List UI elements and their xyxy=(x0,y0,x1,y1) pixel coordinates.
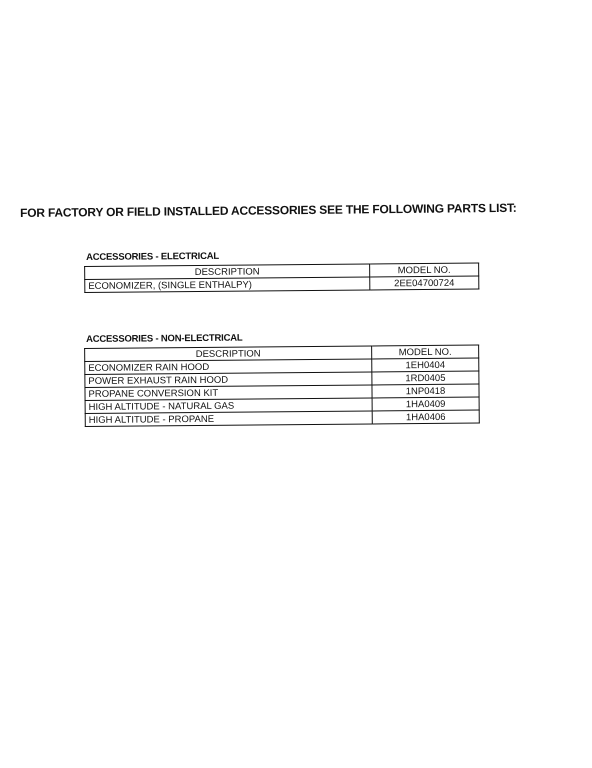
part-description: POWER EXHAUST RAIN HOOD xyxy=(85,372,372,388)
part-model-number: 2EE04700724 xyxy=(370,276,479,290)
electrical-parts-table xyxy=(84,263,479,293)
description-column-header: DESCRIPTION xyxy=(85,346,372,362)
part-description: ECONOMIZER, (SINGLE ENTHALPY) xyxy=(85,277,370,292)
description-column-header: DESCRIPTION xyxy=(85,264,370,279)
part-description: ECONOMIZER RAIN HOOD xyxy=(85,359,372,375)
part-model-number: 1HA0406 xyxy=(372,410,479,424)
part-model-number: 1NP0418 xyxy=(372,384,479,398)
part-description: HIGH ALTITUDE - NATURAL GAS xyxy=(85,398,372,414)
electrical-accessories-section xyxy=(84,249,479,293)
model-no-column-header: MODEL NO. xyxy=(370,263,479,277)
non-electrical-section-title: ACCESSORIES - NON-ELECTRICAL xyxy=(85,332,243,345)
part-description: PROPANE CONVERSION KIT xyxy=(85,385,372,401)
part-model-number: 1HA0409 xyxy=(372,397,479,411)
parts-list-heading: FOR FACTORY OR FIELD INSTALLED ACCESSORIES SEE THE FOLLOWING PARTS LIST: xyxy=(20,200,517,220)
part-description: HIGH ALTITUDE - PROPANE xyxy=(85,411,372,427)
part-model-number: 1RD0405 xyxy=(372,371,479,385)
electrical-section-title: ACCESSORIES - ELECTRICAL xyxy=(85,250,220,263)
table-row xyxy=(85,276,479,292)
part-model-number: 1EH0404 xyxy=(372,358,479,372)
non-electrical-accessories-section xyxy=(84,331,480,427)
table-row xyxy=(85,410,479,426)
model-no-column-header: MODEL NO. xyxy=(372,345,479,359)
non-electrical-parts-table xyxy=(84,345,480,427)
